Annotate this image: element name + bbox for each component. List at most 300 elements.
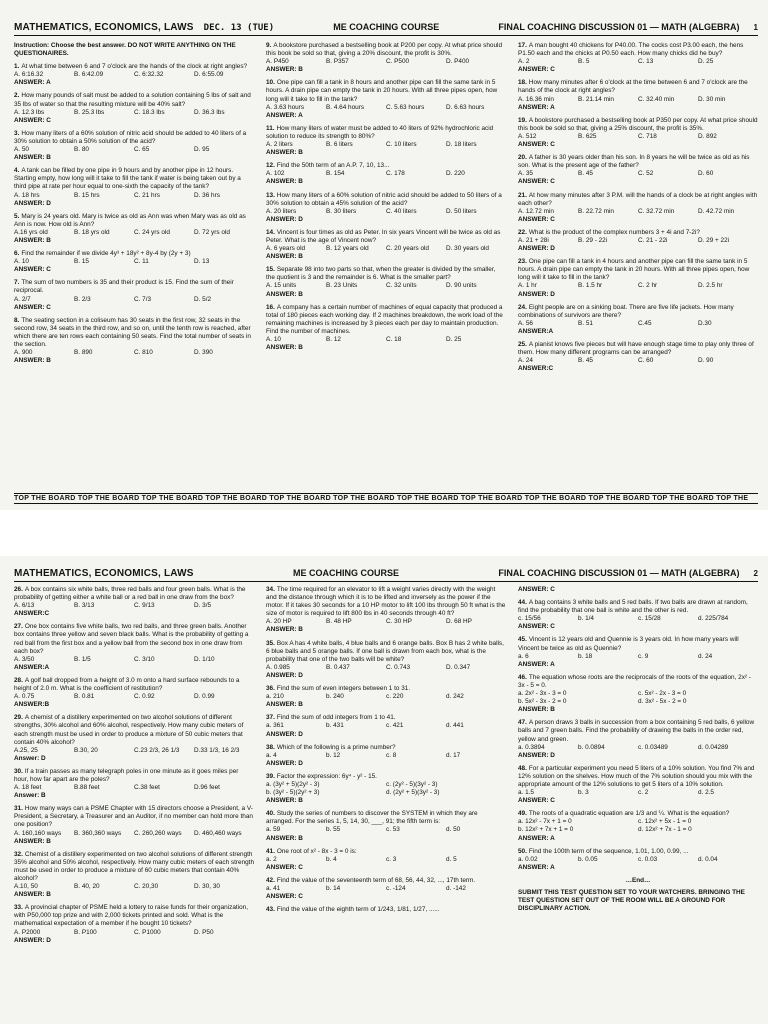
- question-number: 25.: [518, 341, 527, 348]
- question-stem: One pipe can fill a tank in 8 hours and another pipe can fill the same tank in 5 hours. A drain pipe can empty the tank in 20 hours. With all three pipes open, how long will it take to fill in the tank?: [266, 79, 498, 103]
- page-2: [0, 556, 768, 1024]
- question-number: 44.: [518, 599, 527, 607]
- answer-option: c. 9: [638, 652, 649, 660]
- answer-option: B.88 feet: [74, 784, 100, 792]
- answer-key: ANSWER: B: [266, 626, 303, 634]
- answer-option: C.45: [638, 319, 652, 327]
- answer-key: ANSWER: B: [266, 797, 303, 805]
- question-text: [14, 677, 254, 693]
- answer-options: [14, 146, 254, 154]
- header-center: ME COACHING COURSE: [293, 568, 400, 578]
- answer-options: [518, 744, 758, 752]
- answer-key: ANSWER: C: [266, 863, 303, 871]
- question-number: 29.: [14, 714, 23, 722]
- answer-key: Answer: D: [14, 754, 46, 762]
- answer-option: d. 17: [446, 751, 461, 759]
- answer-option: b. 0.0894: [578, 743, 605, 751]
- answer-option: B. 51: [578, 319, 593, 327]
- question-stem: Find the value of the seventeenth term of 68, 56, 44, 32, ..., 17th term.: [276, 876, 476, 884]
- answer-option: b. 18: [578, 652, 593, 660]
- header-title: MATHEMATICS, ECONOMICS, LAWS: [14, 568, 194, 579]
- answer-option: A. 0.75: [14, 693, 35, 701]
- answer-option: C. P500: [386, 58, 410, 66]
- answer-options: [518, 615, 758, 623]
- answer-option: C. 21 - 22i: [638, 236, 668, 244]
- question-number: 5.: [14, 212, 20, 220]
- question-stem: A pianist knows five pieces but will have enough stage time to play only three of them. How many different programs can be arranged?: [518, 341, 754, 357]
- question-text: [14, 63, 254, 71]
- answer-option: D. 50 liters: [446, 207, 477, 215]
- answer-key: ANSWER: B: [266, 290, 303, 298]
- question-text: [266, 848, 506, 856]
- question-number: 43.: [266, 906, 275, 914]
- question-item: [266, 640, 506, 680]
- answer-key: ANSWER: D: [14, 199, 51, 207]
- question-text: [518, 42, 758, 58]
- answer-option: C. 30 HP: [386, 618, 412, 626]
- answer-option: D. 6.63 hours: [446, 103, 485, 111]
- question-text: [266, 773, 506, 781]
- answer-option: A. 24: [518, 357, 533, 365]
- question-text: [266, 714, 506, 722]
- question-item: [518, 117, 758, 149]
- answer-option: A. 20 liters: [266, 207, 297, 215]
- answer-options: [518, 690, 758, 706]
- answer-option: A. 21 + 28i: [518, 236, 549, 244]
- question-number: 15.: [266, 266, 275, 274]
- answer-options: [518, 133, 758, 141]
- question-text: [266, 877, 506, 885]
- answer-key: ANSWER:C: [14, 610, 50, 618]
- answer-option: b. 14: [326, 885, 341, 892]
- question-stem: How many liters of a 60% solution of nitric acid should be added to 50 liters of a 30% solution to obtain a 45% solution of the acid?: [266, 191, 502, 207]
- answer-option: A. 512: [518, 132, 537, 140]
- answer-key: ANSWER: B: [266, 253, 303, 261]
- question-item: [14, 250, 254, 274]
- answer-key: ANSWER: D: [266, 215, 303, 223]
- answer-option: C. 7/3: [134, 295, 152, 303]
- answer-option: d. 242: [446, 693, 464, 701]
- question-number: 22.: [518, 228, 527, 236]
- question-item: [266, 744, 506, 768]
- column-2: [266, 42, 506, 486]
- answer-options: [266, 141, 506, 149]
- question-item: [266, 685, 506, 709]
- answer-option: A. 0.985: [266, 663, 290, 671]
- question-number: 4.: [14, 167, 20, 175]
- question-stem: A bag contains 3 white balls and 5 red balls. If two balls are drawn at random, find the probability that one ball is white and the other is red.: [518, 599, 748, 615]
- question-number: 36.: [266, 685, 275, 693]
- answer-options: [14, 229, 254, 237]
- question-text: [14, 317, 254, 349]
- question-text: [518, 304, 758, 320]
- question-stem: Find the value of the eighth term of 1/243, 1/81, 1/27, ......: [276, 906, 440, 914]
- question-stem: Find the 50th term of an A.P. 7, 10, 13...: [276, 162, 390, 170]
- question-number: 50.: [518, 847, 527, 855]
- question-text: [518, 674, 758, 690]
- page-header: [14, 22, 758, 36]
- answer-options: [518, 320, 758, 328]
- answer-key: ANSWER: A: [518, 103, 555, 111]
- answer-option: A. 16.36 min: [518, 95, 554, 103]
- answer-option: A. 6/13: [14, 602, 35, 610]
- submission-notice: SUBMIT THIS TEST QUESTION SET TO YOUR WATCHERS. BRINGING THE TEST QUESTION SET OUT OF THE ROOM WILL BE A GROUND FOR DISCIPLINARY ACTION.: [518, 889, 745, 913]
- answer-option: C. 718: [638, 132, 657, 140]
- answer-options: [14, 258, 254, 266]
- question-item: [266, 125, 506, 157]
- answer-option: D.96 feet: [194, 784, 220, 792]
- answer-key: ANSWER: A: [518, 863, 555, 871]
- question-number: 49.: [518, 810, 527, 818]
- answer-option: a. 1.5: [518, 789, 534, 797]
- question-item: [14, 167, 254, 207]
- question-number: 3.: [14, 129, 20, 137]
- question-stem: The roots of a quadratic equation are 1/3 and ¼. What is the equation?: [528, 810, 730, 818]
- question-text: [518, 810, 758, 818]
- question-item: [518, 810, 758, 842]
- question-stem: Vincent is four times as old as Peter. In six years Vincent will be twice as old as Peter. What is the age of Vincent now?: [266, 228, 501, 244]
- question-stem: The equation whose roots are the reciprocals of the roots of the equation, 2x² - 3x - 5 = 0.: [518, 673, 751, 689]
- question-stem: A bookstore purchased a bestselling book at P200 per copy. At what price should this book be sold so that, giving a 20% discount, the profit is 30%.: [266, 42, 503, 58]
- answer-option: B. 22.72 min: [578, 207, 614, 215]
- answer-key: ANSWER: C: [518, 215, 555, 223]
- answer-option: C. 60: [638, 357, 654, 365]
- answer-option: A. 2 liters: [266, 141, 293, 149]
- question-stem: For a particular experiment you need 5 liters of a 10% solution. You find 7% and 12% solution on the shelves. How much of the 7% solution should you mix with the appropriate amount of the 12% solutions to get 5 liters of a 10% solution.: [518, 764, 755, 788]
- question-stem: How many liters of water must be added to 40 liters of 92% hydrochloric acid solution to reduce its strength to 80%?: [266, 124, 494, 140]
- answer-options: [266, 208, 506, 216]
- page-number: 2: [753, 569, 758, 578]
- answer-option: C. 52: [638, 170, 654, 178]
- question-number: 9.: [266, 42, 272, 49]
- question-number: 47.: [518, 719, 527, 727]
- answer-option: a. 0.3894: [518, 743, 545, 751]
- question-stem: A box contains six white balls, three red balls and four green balls. What is the probability of getting either a white ball or a red ball in one draw from the box?: [14, 586, 246, 602]
- question-number: 21.: [518, 191, 527, 199]
- answer-options: [266, 856, 506, 864]
- question-item: [518, 765, 758, 805]
- question-number: 7.: [14, 279, 20, 287]
- answer-key: ANSWER: B: [266, 149, 303, 157]
- answer-options: [518, 653, 758, 661]
- answer-options: [518, 789, 758, 797]
- answer-option: D. 1/10: [194, 655, 215, 663]
- answer-option: b. 4: [326, 855, 337, 863]
- answer-option: A. 35: [518, 170, 533, 178]
- question-text: [266, 192, 506, 208]
- answer-options: [14, 883, 254, 891]
- question-item: [14, 586, 254, 618]
- answer-options: [266, 282, 506, 290]
- question-item: [266, 229, 506, 261]
- question-item: [266, 192, 506, 224]
- answer-key: ANSWER: B: [14, 357, 51, 365]
- answer-option: D. 5/2: [194, 295, 212, 303]
- question-item: [518, 719, 758, 759]
- answer-key: ANSWER:B: [14, 701, 50, 709]
- answer-option: B. 0.437: [326, 663, 350, 671]
- question-item: [266, 162, 506, 186]
- question-stem: A person draws 3 balls in succession from a box containing 5 red balls, 6 yellow balls and 7 green balls. Find the probability of drawing the balls in the order red, yellow and green.: [518, 719, 755, 743]
- question-item: [14, 623, 254, 672]
- answer-option: C. 18: [386, 336, 402, 343]
- question-number: 39.: [266, 772, 275, 780]
- question-item: [14, 213, 254, 245]
- answer-option: A. 20 HP: [266, 618, 292, 626]
- question-text: [14, 279, 254, 295]
- answer-option: a. 2x² - 3x - 3 = 0: [518, 690, 567, 698]
- answer-option: C. 20,30: [134, 883, 159, 891]
- answer-option: A. P450: [266, 58, 289, 66]
- question-text: [266, 906, 506, 914]
- answer-option: A.10, 50: [14, 883, 38, 891]
- question-stem: Find the sum of even integers between 1 to 31.: [276, 685, 411, 693]
- answer-key: ANSWER: B: [14, 236, 51, 244]
- question-item: [518, 154, 758, 186]
- answer-option: A.25, 25: [14, 746, 38, 754]
- answer-options: [266, 722, 506, 730]
- question-number: 23.: [518, 258, 527, 266]
- question-item: [266, 714, 506, 738]
- question-number: 33.: [14, 904, 23, 912]
- page-header: [14, 568, 758, 582]
- question-number: 31.: [14, 805, 23, 813]
- answer-key: ANSWER: C: [14, 116, 51, 124]
- answer-options: [518, 237, 758, 245]
- answer-option: A. 15 units: [266, 282, 297, 290]
- question-number: 42.: [266, 876, 275, 884]
- question-stem: A company has a certain number of machines of equal capacity that produced a total of 180 pieces each working day. If 2 machines breakdown, the work load of the remaining machines is increased by 3 pieces each per day to maintain production. Find the number of machines.: [266, 303, 503, 335]
- answer-option: D. 6:55.09: [194, 71, 224, 79]
- answer-options: [14, 656, 254, 664]
- question-text: [14, 805, 254, 829]
- question-number: 38.: [266, 743, 275, 751]
- question-item: [266, 906, 506, 914]
- question-item: [14, 92, 254, 124]
- answer-option: D. 2.5 hr: [698, 282, 723, 290]
- question-text: [518, 848, 758, 856]
- answer-options: [518, 96, 758, 104]
- answer-option: C. 40 liters: [386, 207, 417, 215]
- answer-option: a. 210: [266, 693, 284, 701]
- column-1: [14, 586, 254, 1020]
- end-marker: …End…: [625, 876, 651, 884]
- answer-option: A. 12.3 lbs: [14, 108, 45, 116]
- answer-option: D. 0.347: [446, 663, 471, 671]
- answer-option: D. 892: [698, 132, 717, 140]
- question-text: [266, 640, 506, 664]
- answer-option: C. 6:32.32: [134, 71, 164, 79]
- question-number: 28.: [14, 676, 23, 684]
- answer-option: A. 6 years old: [266, 245, 306, 253]
- question-item: [266, 810, 506, 842]
- answer-option: C. 260,260 ways: [134, 829, 182, 837]
- answer-option: B. 18 yrs old: [74, 228, 110, 236]
- question-text: [266, 304, 506, 336]
- answer-option: b. 5x² - 3x - 2 = 0: [518, 698, 567, 706]
- question-item: [266, 773, 506, 805]
- question-number: 32.: [14, 850, 23, 858]
- answer-option: A. 18 feet: [14, 784, 42, 792]
- answer-option: B. 890: [74, 349, 93, 357]
- answer-option: D. 60: [698, 170, 714, 178]
- answer-option: C. 32.40 min: [638, 95, 675, 103]
- answer-option: b. (3y² - 5)(2y² + 3): [266, 789, 320, 797]
- answer-option: A. 6:16.32: [14, 71, 44, 79]
- answer-options: [14, 747, 254, 755]
- answer-option: c. 8: [386, 751, 397, 759]
- answer-option: C. 18.3 lbs: [134, 108, 165, 116]
- answer-key: ANSWER: D: [518, 751, 555, 759]
- question-stem: The sum of two numbers is 35 and their product is 15. Find the sum of their reciprocal.: [14, 279, 234, 295]
- question-stem: Find the 100th term of the sequence, 1.01, 1.00, 0.99, ...: [528, 847, 689, 855]
- answer-key: ANSWER: C: [14, 303, 51, 311]
- answer-option: b. 55: [326, 826, 341, 834]
- answer-option: C.38 feet: [134, 784, 160, 792]
- question-columns: [14, 586, 758, 1020]
- answer-option: b. 3: [578, 789, 589, 797]
- answer-option: C. 32 units: [386, 282, 417, 290]
- answer-option: a. 2: [266, 855, 277, 863]
- answer-option: D. P50: [194, 928, 214, 936]
- answer-option: c. 12x² + 5x - 1 = 0: [638, 818, 692, 826]
- question-item: [266, 42, 506, 74]
- question-item: [518, 599, 758, 631]
- answer-option: B. 3/13: [74, 602, 95, 610]
- answer-option: D. 95: [194, 146, 210, 154]
- answer-option: B. P357: [326, 58, 349, 66]
- answer-option: d. 5: [446, 855, 457, 863]
- answer-option: A. 2: [518, 58, 530, 66]
- answer-key: ANSWER: C: [266, 893, 303, 901]
- answer-option: B. 0.81: [74, 693, 95, 701]
- answer-option: c. (2y² - 5)(3y² - 3): [386, 780, 438, 788]
- answer-option: a. 12x² - 7x + 1 = 0: [518, 818, 572, 826]
- answer-option: C. 65: [134, 146, 150, 154]
- question-item: [14, 714, 254, 763]
- answer-options: [266, 58, 506, 66]
- answer-options: [14, 192, 254, 200]
- question-text: [14, 768, 254, 784]
- answer-options: [266, 826, 506, 834]
- answer-option: b. 12: [326, 751, 341, 759]
- header-title: MATHEMATICS, ECONOMICS, LAWS: [14, 22, 194, 33]
- answer-option: D. 3/5: [194, 602, 212, 610]
- question-stem: A chemist of a distillery experimented on two alcohol solutions of different strengths, 30% alcohol and 60% alcohol, respectively. How many cubic meters of each strength must be used in order to produce a mixture of 50 cubic meters that contain 40% alcohol?: [14, 714, 244, 746]
- answer-option: A. P2000: [14, 928, 41, 936]
- answer-option: c. 3: [386, 855, 397, 863]
- answer-options: [266, 618, 506, 626]
- answer-option: B. 6 liters: [326, 141, 353, 149]
- answer-option: b. 431: [326, 722, 344, 730]
- answer-key: ANSWER: C: [518, 623, 555, 631]
- answer-option: B.30, 20: [74, 746, 98, 754]
- answer-option: b. 240: [326, 693, 344, 701]
- question-item: [266, 266, 506, 298]
- answer-option: B. 45: [578, 357, 593, 365]
- answer-option: D. 25: [698, 58, 714, 66]
- answer-options: [518, 282, 758, 290]
- answer-options: [14, 693, 254, 701]
- answer-option: D.33 1/3, 16 2/3: [194, 746, 240, 754]
- question-text: [14, 714, 254, 746]
- answer-option: D. 29 + 22i: [698, 236, 730, 244]
- question-text: [518, 258, 758, 282]
- question-item: [14, 805, 254, 845]
- answer-option: a. 4: [266, 751, 277, 759]
- question-number: 1.: [14, 63, 20, 71]
- answer-option: C. 0.743: [386, 663, 411, 671]
- question-item: [518, 79, 758, 111]
- answer-options: [14, 71, 254, 79]
- answer-option: C. 9/13: [134, 602, 155, 610]
- answer-options: [518, 818, 758, 834]
- answer-option: a. 0.02: [518, 855, 538, 863]
- answer-option: b. 12x² + 7x + 1 = 0: [518, 826, 574, 834]
- answer-options: [14, 296, 254, 304]
- question-text: [266, 229, 506, 245]
- question-text: [14, 623, 254, 655]
- question-item: [266, 304, 506, 353]
- answer-option: C. 178: [386, 170, 405, 178]
- question-number: 48.: [518, 764, 527, 772]
- answer-key: ANSWER: D: [266, 730, 303, 738]
- question-stem: At how many minutes after 3 P.M. will the hands of a clock be at right angles with each other?: [518, 191, 758, 207]
- question-item: [14, 130, 254, 162]
- question-text: [14, 130, 254, 146]
- answer-option: A.16 yrs old: [14, 228, 48, 236]
- answer-key: ANSWER: A: [14, 79, 51, 87]
- question-stem: Find the sum of odd integers from 1 to 41.: [276, 714, 396, 722]
- page-number: 1: [753, 23, 758, 32]
- answer-option: d. 0.04289: [698, 743, 729, 751]
- answer-option: c. 2: [638, 789, 649, 797]
- question-stem: A bookstore purchased a bestselling book at P350 per copy. At what price should this book be sold so that, giving a 25% discount, the profit is 35%.: [518, 116, 758, 132]
- question-text: [14, 167, 254, 191]
- answer-option: D. 25: [446, 336, 462, 343]
- question-stem: At what time between 6 and 7 o'clock are the hands of the clock at right angles?: [21, 63, 248, 71]
- answer-key: ANSWER: C: [518, 66, 555, 74]
- answer-option: B. 30 liters: [326, 207, 357, 215]
- question-stem: One pipe can fill a tank in 4 hours and another pipe can fill the same tank in 5 hours. A drain pipe can empty the tank in 20 hours. With all three pipes open, how long will it take to fill in the tank?: [518, 258, 750, 282]
- question-item: [518, 586, 758, 594]
- question-number: 14.: [266, 228, 275, 236]
- question-item: [14, 677, 254, 709]
- answer-options: [266, 104, 506, 112]
- question-item: [518, 674, 758, 714]
- answer-option: d. 3x² - 5x - 2 = 0: [638, 698, 687, 706]
- answer-option: a. 41: [266, 885, 281, 892]
- answer-option: b. 1/4: [578, 615, 594, 623]
- answer-option: d. 24: [698, 652, 713, 660]
- question-columns: [14, 42, 758, 486]
- answer-option: B. 80: [74, 146, 89, 154]
- column-1: [14, 42, 254, 486]
- answer-option: C. 3/10: [134, 655, 155, 663]
- answer-key: ANSWER: C: [518, 586, 555, 593]
- question-text: [266, 162, 506, 170]
- answer-option: D. P400: [446, 58, 470, 66]
- answer-option: D. 220: [446, 170, 465, 178]
- answer-options: [14, 602, 254, 610]
- answer-key: ANSWER: C: [14, 266, 51, 274]
- answer-option: A. 102: [266, 170, 285, 178]
- answer-key: Answer: B: [14, 792, 46, 800]
- answer-option: D. 68 HP: [446, 618, 472, 626]
- question-stem: Vincent is 12 years old and Quennie is 3 years old. In how many years will Vincent be twice as old as Quennie?: [518, 636, 739, 652]
- answer-option: B. P100: [74, 928, 97, 936]
- answer-option: C. 810: [134, 349, 153, 357]
